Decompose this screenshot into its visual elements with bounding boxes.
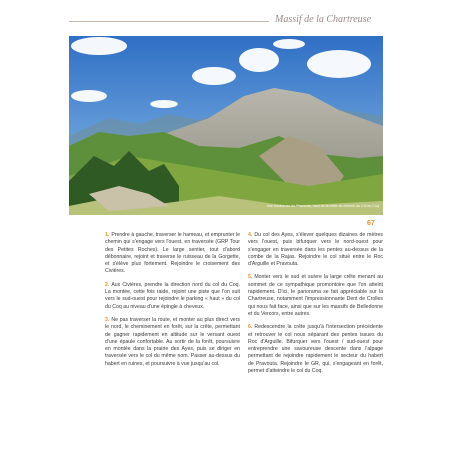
photo-caption: Vue lumineuse du Pravouta, haut de la crête du chemin du Col du Coq xyxy=(266,204,379,208)
step-text: Prendre à gauche, traverser le hameau, et emprunter le chemin qui s'engage vers l'ouest, en traversée (GRP Tour des Petites Roches). Le large sentier, tout d'abord débonnaire, rejoint et traverse le ruisseau de la Gorgette, et s'élève plus fortement. Rejoindre le croisement des Civières. xyxy=(105,232,240,275)
step-text: Ne pas traverser la route, et monter au plus direct vers le nord, le cheminement en forêt, sur la crête, permettant de gagner rapidement en altitude sur le versant ouest d'une épaule confortable. Au sortir de la forêt, poursuivre en montée dans la prairie des Ayes, puis se diriger en traversée vers le col du même nom. Passer au-dessus du habert en ruines, et poursuivre à vue jusqu'au col. xyxy=(105,316,240,367)
step-number: 5. xyxy=(248,274,253,281)
step-1 xyxy=(105,232,240,276)
step-3 xyxy=(105,317,240,368)
mountain-photo xyxy=(69,36,383,215)
step-4 xyxy=(248,232,383,268)
step-number: 3. xyxy=(105,316,110,323)
step-text: Redescendre la crête jusqu'à l'intersection précédente et retrouver le col nous séparant des pentes issues du Roc d'Arguille. Bifurquer vers l'ouest / sud-ouest pour entreprendre une savoureuse descente dans l'alpage permettant de rejoindre rapidement le secteur du habert de Pravouta. Rejoindre le GR, qui, s'engageant en forêt, permet d'atteindre le col du Coq. xyxy=(248,324,383,375)
step-text: Monter vers le sud et suivre la large crête menant au sommet de ce sympathique promontoire que l'on atteint rapidement. D'ici, le panorama se fait appréciable sur la Chartreuse, notamment l'impressionnante Dent de Crolles qui nous fait face, ainsi que sur les massifs de Belledonne et du Vercors, entre autres. xyxy=(248,274,383,317)
step-number: 2. xyxy=(105,281,110,288)
right-column xyxy=(248,232,383,381)
step-text: Aux Civières, prendre la direction nord du col du Coq. La montée, cette fois raide, rejoint une piste que l'on suit vers le sud-ouest pour rejoindre le parking « haut » du col du Coq au niveau d'une épingle à cheveux. xyxy=(105,281,240,310)
step-5 xyxy=(248,274,383,318)
step-text: Du col des Ayes, s'élever quelques dizaines de mètres vers l'ouest, puis bifurquer vers le nord-ouest pour s'engager en traversée dans les pentes au-dessus de la combe de la Rajas. Rejoindre le col situé entre le Roc d'Arguille et Pravouta. xyxy=(248,232,383,268)
step-2 xyxy=(105,282,240,311)
running-header: Massif de la Chartreuse xyxy=(275,14,372,25)
step-number: 6. xyxy=(248,324,253,331)
header-rule xyxy=(69,21,269,22)
page-number: 67 xyxy=(367,220,375,227)
step-number: 1. xyxy=(105,232,110,238)
left-column xyxy=(105,232,240,374)
step-6 xyxy=(248,324,383,375)
step-number: 4. xyxy=(248,232,253,238)
